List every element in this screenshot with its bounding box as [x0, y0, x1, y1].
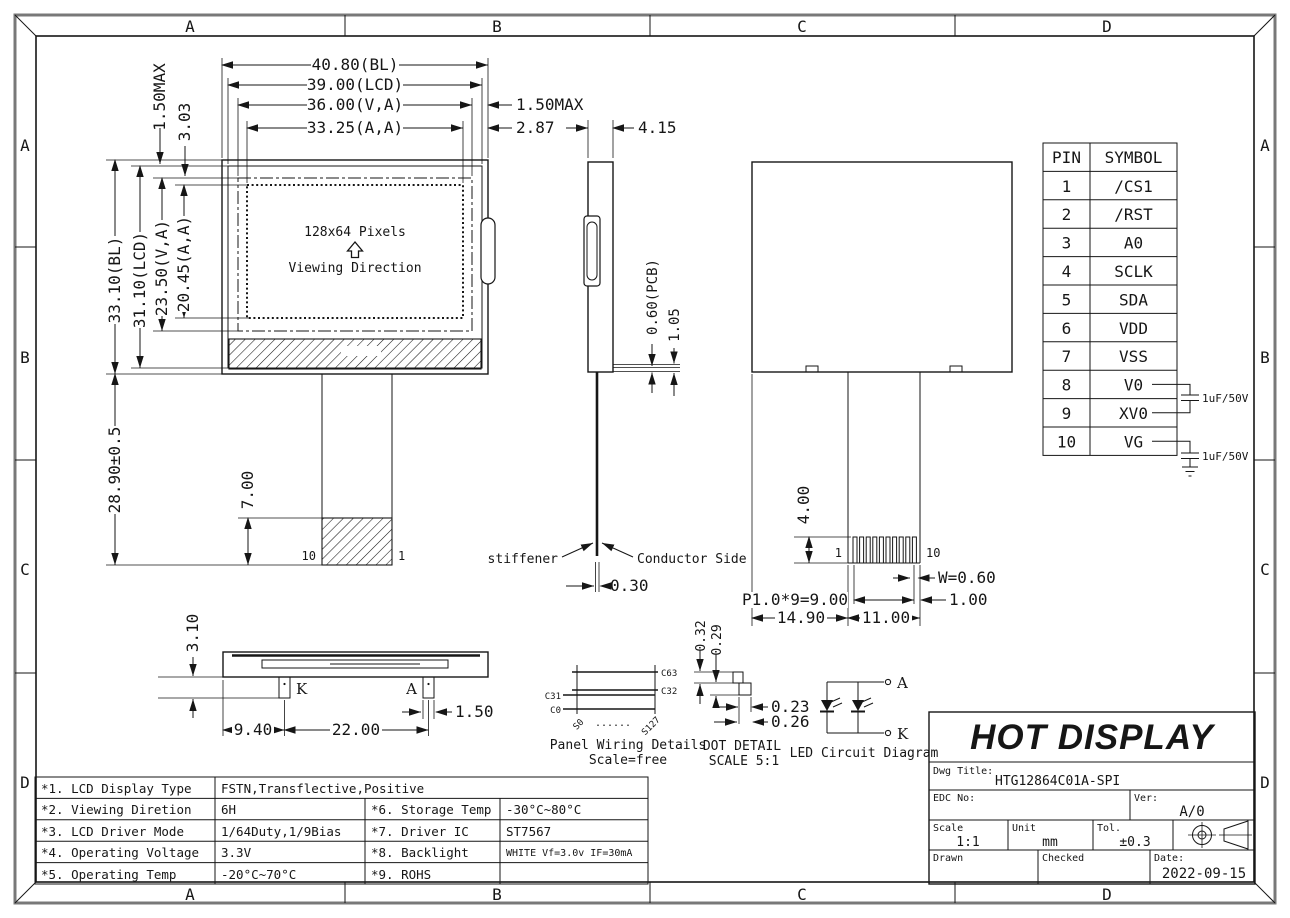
- wiring-c31: C31: [544, 692, 561, 702]
- bezel-slot: [341, 346, 381, 356]
- dim-width-bl: 40.80(BL): [311, 55, 399, 74]
- dim-topleft-303: 3.03: [175, 102, 194, 142]
- anode-label: A: [406, 680, 417, 698]
- dim-150: 1.50: [455, 702, 494, 721]
- dim-width-va: 36.00(V,A): [306, 95, 404, 114]
- led-anode-label: A: [897, 674, 908, 692]
- fpc-conductors: [853, 537, 916, 563]
- dim-bottom-height: 3.10: [183, 613, 202, 653]
- pin-num: 5: [1061, 290, 1072, 310]
- grid-row-b-left: B: [20, 348, 30, 367]
- dim-940: 9.40: [233, 720, 273, 739]
- dim-height-va: 23.50(V,A): [152, 219, 171, 317]
- led-circuit-diagram: [790, 674, 939, 761]
- capacitor-vg-gnd: [1152, 441, 1249, 476]
- dim-2200: 22.00: [331, 720, 381, 739]
- dim-total-thickness: 1.05: [667, 308, 683, 342]
- front-view: [222, 160, 495, 565]
- tail-pin1-label: 1: [398, 549, 406, 563]
- company-name: HOT DISPLAY: [970, 718, 1214, 757]
- dim-1100: 11.00: [861, 608, 911, 627]
- pin-num: 1: [1061, 176, 1072, 196]
- edc-no-label: EDC No:: [933, 793, 976, 804]
- dwg-title-label: Dwg Title:: [933, 766, 994, 777]
- wiring-c0: C0: [550, 706, 561, 716]
- spec-value: WHITE Vf=3.0v IF=30mA: [506, 848, 633, 859]
- dim-right-287: 2.87: [516, 118, 555, 137]
- dim-topleft-150max: 1.50MAX: [150, 63, 169, 131]
- dim-right-150max: 1.50MAX: [516, 95, 584, 114]
- dim-1490: 14.90: [776, 608, 826, 627]
- pin-symbol: XV0: [1119, 404, 1148, 423]
- spec-key: *1. LCD Display Type: [41, 781, 192, 796]
- bottom-view: [158, 614, 494, 739]
- spec-key: *4. Operating Voltage: [41, 845, 200, 860]
- unit-value: mm: [1042, 835, 1058, 850]
- bezel-clip-right: [481, 218, 495, 284]
- date-value: 2022-09-15: [1161, 866, 1247, 882]
- back-pin10-label: 10: [926, 546, 941, 560]
- scale-label: Scale: [933, 823, 964, 834]
- back-tab-right: [950, 366, 962, 372]
- side-clip-inner: [587, 222, 597, 280]
- spec-value: 3.3V: [221, 845, 252, 860]
- led-cathode-label: K: [897, 725, 909, 743]
- stiffener-label: stiffener: [487, 552, 558, 567]
- pin-num: 3: [1061, 233, 1072, 253]
- spec-key: *2. Viewing Diretion: [41, 802, 192, 817]
- wiring-c63: C63: [661, 669, 678, 679]
- grid-row-c-left: C: [20, 560, 30, 579]
- spec-key: *7. Driver IC: [371, 824, 469, 839]
- panel-wiring-title: Panel Wiring Details: [549, 738, 707, 753]
- pin-num: 9: [1061, 404, 1072, 423]
- grid-row-c-right: C: [1260, 560, 1270, 579]
- cap2-label: 1uF/50V: [1202, 450, 1249, 463]
- dim-pitch: P1.0*9=9.00: [742, 590, 848, 609]
- spec-value: 6H: [221, 802, 237, 817]
- projection-symbol-icon: [1188, 821, 1252, 849]
- pin-table-header-symbol: SYMBOL: [1104, 148, 1163, 167]
- ver-value: A/0: [1179, 804, 1205, 820]
- grid-col-d-bottom: D: [1102, 885, 1112, 904]
- grid-col-d-top: D: [1102, 17, 1112, 36]
- dim-023: 0.23: [771, 697, 810, 716]
- side-view: [488, 118, 747, 595]
- dwg-title-value: HTG12864C01A-SPI: [995, 774, 1121, 789]
- spec-table: [35, 777, 648, 884]
- pin-table: [1043, 143, 1249, 476]
- dim-pcb-thickness: 0.60(PCB): [645, 259, 661, 335]
- spec-key: *9. ROHS: [371, 867, 432, 882]
- dim-conductor-width: W=0.60: [938, 568, 996, 587]
- dim-height-aa: 20.45(A,A): [174, 215, 193, 313]
- grid-row-a-right: A: [1260, 136, 1270, 155]
- dim-width-lcd: 39.00(LCD): [306, 75, 404, 94]
- pin-num: 6: [1061, 318, 1072, 338]
- dim-height-bl: 33.10(BL): [105, 236, 124, 324]
- dim-width-aa: 33.25(A,A): [306, 118, 404, 137]
- pin-symbol: A0: [1123, 233, 1144, 253]
- scale-value: 1:1: [956, 835, 980, 850]
- back-tab-left: [806, 366, 818, 372]
- dim-total-height: 28.90±0.5: [105, 426, 124, 514]
- dim-conductor-height: 4.00: [794, 485, 813, 525]
- cap1-label: 1uF/50V: [1202, 392, 1249, 405]
- spec-value: 1/64Duty,1/9Bias: [221, 824, 342, 839]
- grid-row-a-left: A: [20, 136, 30, 155]
- cathode-label: K: [296, 680, 308, 698]
- cathode-tab: [279, 677, 290, 698]
- viewing-direction-arrow-icon: [348, 242, 363, 258]
- pin-symbol: /RST: [1114, 205, 1153, 225]
- anode-tab: [423, 677, 434, 698]
- pin-symbol: SCLK: [1114, 262, 1153, 281]
- spec-value: FSTN,Transflective,Positive: [221, 781, 425, 796]
- wiring-dots: ......: [594, 718, 632, 729]
- checked-label: Checked: [1042, 853, 1085, 864]
- tol-value: ±0.3: [1119, 835, 1151, 850]
- tail-pin10-label: 10: [301, 549, 316, 563]
- front-top-dimensions: [150, 55, 584, 183]
- pin-num: 7: [1061, 347, 1072, 367]
- grid-col-b-top: B: [492, 17, 502, 36]
- dim-side-width: 4.15: [638, 118, 677, 137]
- drawn-label: Drawn: [933, 853, 964, 864]
- dim-height-lcd: 31.10(LCD): [130, 231, 149, 329]
- pixels-label: 128x64 Pixels: [304, 225, 406, 240]
- grid-col-a-bottom: A: [185, 885, 195, 904]
- dot-detail-scale: SCALE 5:1: [708, 754, 780, 769]
- wiring-c32: C32: [661, 687, 678, 697]
- grid-col-b-bottom: B: [492, 885, 502, 904]
- sheet-border: [15, 15, 1275, 904]
- spec-value: ST7567: [506, 824, 552, 839]
- unit-label: Unit: [1012, 823, 1037, 834]
- tol-label: Tol.: [1097, 823, 1122, 834]
- spec-value: -30°C~80°C: [506, 802, 582, 817]
- pin-symbol: VDD: [1119, 318, 1148, 338]
- dim-029: 0.29: [710, 624, 725, 656]
- viewing-direction-label: Viewing Direction: [288, 261, 422, 276]
- grid-col-c-bottom: C: [797, 885, 807, 904]
- pin-num: 8: [1061, 375, 1072, 395]
- fpc-stiffener-hatch: [322, 518, 392, 565]
- wiring-s0: S0: [571, 717, 587, 733]
- spec-key: *5. Operating Temp: [41, 867, 177, 882]
- pin-num: 2: [1061, 205, 1072, 225]
- pin-num: 10: [1056, 432, 1077, 452]
- dim-032: 0.32: [694, 620, 709, 652]
- spec-key: *8. Backlight: [371, 845, 469, 860]
- wiring-s127: S127: [640, 715, 663, 738]
- ver-label: Ver:: [1134, 793, 1159, 804]
- panel-wiring-details: [545, 665, 707, 768]
- panel-wiring-scale: Scale=free: [588, 753, 668, 768]
- pin-symbol: VG: [1123, 432, 1144, 452]
- dim-100: 1.00: [949, 590, 988, 609]
- dim-stiffener-height: 7.00: [238, 470, 257, 510]
- pin-symbol: SDA: [1119, 290, 1148, 310]
- dim-fpc-thickness: 0.30: [610, 576, 649, 595]
- led-circuit-title: LED Circuit Diagram: [789, 746, 939, 761]
- pin-table-header-pin: PIN: [1052, 148, 1081, 167]
- spec-value: -20°C~70°C: [221, 867, 297, 882]
- pin-symbol: V0: [1123, 375, 1144, 395]
- pin-symbol: /CS1: [1114, 176, 1153, 196]
- grid-row-b-right: B: [1260, 348, 1270, 367]
- back-view: [740, 162, 1012, 627]
- grid-col-c-top: C: [797, 17, 807, 36]
- grid-row-d-left: D: [20, 773, 30, 792]
- title-block: [929, 712, 1255, 884]
- conductor-side-label: Conductor Side: [637, 552, 747, 567]
- spec-key: *3. LCD Driver Mode: [41, 824, 184, 839]
- grid-col-a-top: A: [185, 17, 195, 36]
- spec-key: *6. Storage Temp: [371, 802, 492, 817]
- anode-terminal: [885, 679, 890, 684]
- cathode-terminal: [885, 730, 890, 735]
- date-label: Date:: [1154, 853, 1185, 864]
- pin-num: 4: [1061, 262, 1072, 281]
- pin-symbol: VSS: [1119, 347, 1148, 367]
- dim-026: 0.26: [771, 712, 810, 731]
- grid-row-d-right: D: [1260, 773, 1270, 792]
- dot-detail-title: DOT DETAIL: [702, 739, 782, 754]
- back-pin1-label: 1: [834, 546, 842, 560]
